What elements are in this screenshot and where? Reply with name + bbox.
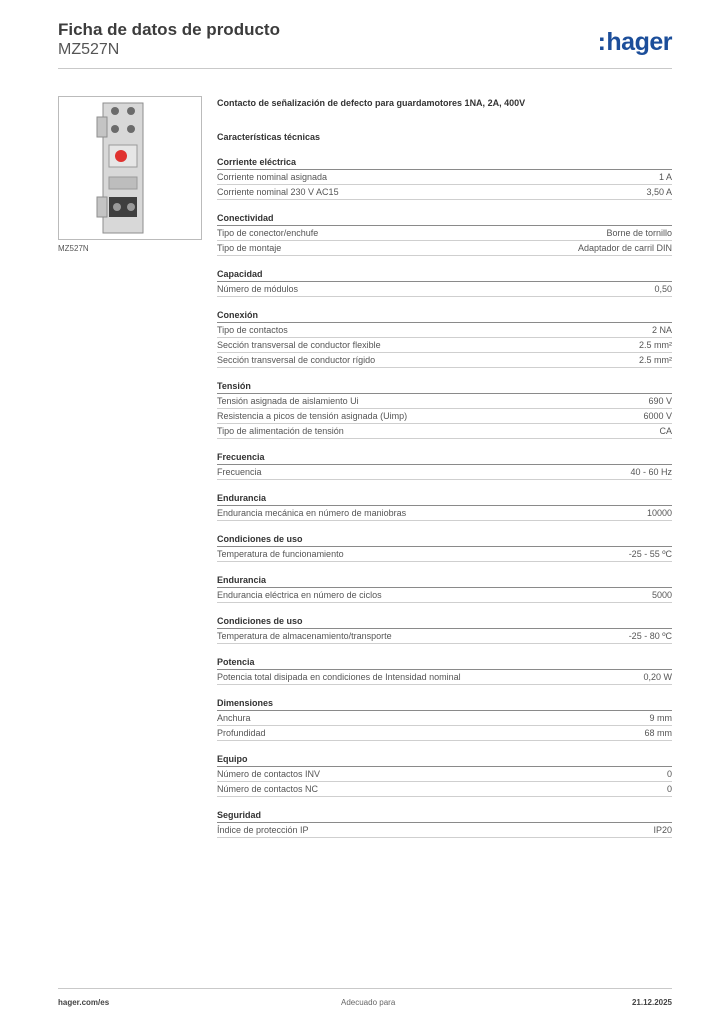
footer-date: 21.12.2025 bbox=[631, 998, 672, 1007]
spec-label: Sección transversal de conductor rígido bbox=[217, 355, 376, 365]
section-title: Potencia bbox=[217, 655, 672, 670]
spec-value: 2.5 mm² bbox=[638, 340, 672, 350]
product-code: MZ527N bbox=[58, 41, 120, 58]
spec-label: Resistencia a picos de tensión asignada (Uimp) bbox=[217, 411, 408, 421]
section-title: Dimensiones bbox=[217, 696, 672, 711]
spec-label: Endurancia eléctrica en número de ciclos bbox=[217, 590, 382, 600]
spec-label: Número de módulos bbox=[217, 284, 299, 294]
spec-row bbox=[217, 394, 672, 409]
spec-value: Adaptador de carril DIN bbox=[577, 243, 672, 253]
footer-divider bbox=[58, 988, 672, 989]
spec-row bbox=[217, 170, 672, 185]
image-caption: MZ527N bbox=[58, 244, 89, 253]
spec-label: Potencia total disipada en condiciones de Intensidad nominal bbox=[217, 672, 461, 682]
spec-label: Índice de protección IP bbox=[217, 825, 309, 835]
spec-row bbox=[217, 338, 672, 353]
section-title: Corriente eléctrica bbox=[217, 155, 672, 170]
spec-section bbox=[217, 614, 672, 644]
spec-label: Tipo de alimentación de tensión bbox=[217, 426, 344, 436]
spec-section bbox=[217, 532, 672, 562]
section-title: Capacidad bbox=[217, 267, 672, 282]
spec-section bbox=[217, 267, 672, 297]
spec-row bbox=[217, 670, 672, 685]
page-title: Ficha de datos de producto bbox=[58, 20, 280, 39]
header-divider bbox=[58, 68, 672, 69]
spec-value: 2 NA bbox=[651, 325, 672, 335]
spec-section bbox=[217, 573, 672, 603]
spec-value: 0,50 bbox=[654, 284, 672, 294]
spec-sections bbox=[217, 155, 672, 838]
spec-value: 68 mm bbox=[644, 728, 672, 738]
spec-row bbox=[217, 629, 672, 644]
spec-label: Profundidad bbox=[217, 728, 266, 738]
section-title: Equipo bbox=[217, 752, 672, 767]
section-title: Frecuencia bbox=[217, 450, 672, 465]
spec-section bbox=[217, 491, 672, 521]
spec-section bbox=[217, 808, 672, 838]
spec-row bbox=[217, 823, 672, 838]
spec-value: 3,50 A bbox=[646, 187, 672, 197]
spec-label: Sección transversal de conductor flexible bbox=[217, 340, 381, 350]
spec-section bbox=[217, 696, 672, 741]
spec-value: 0 bbox=[666, 784, 672, 794]
spec-row bbox=[217, 282, 672, 297]
section-title: Endurancia bbox=[217, 573, 672, 588]
spec-section bbox=[217, 752, 672, 797]
spec-label: Corriente nominal asignada bbox=[217, 172, 328, 182]
spec-label: Número de contactos NC bbox=[217, 784, 319, 794]
spec-value: 10000 bbox=[646, 508, 672, 518]
spec-row bbox=[217, 185, 672, 200]
spec-value: CA bbox=[659, 426, 672, 436]
section-title: Conectividad bbox=[217, 211, 672, 226]
spec-value: IP20 bbox=[653, 825, 672, 835]
spec-row bbox=[217, 465, 672, 480]
section-title: Condiciones de uso bbox=[217, 532, 672, 547]
section-title: Seguridad bbox=[217, 808, 672, 823]
spec-row bbox=[217, 353, 672, 368]
spec-label: Tipo de montaje bbox=[217, 243, 282, 253]
section-title: Tensión bbox=[217, 379, 672, 394]
spec-row bbox=[217, 588, 672, 603]
spec-row bbox=[217, 726, 672, 741]
spec-row bbox=[217, 506, 672, 521]
product-device-icon bbox=[59, 97, 201, 239]
spec-row bbox=[217, 711, 672, 726]
page-header bbox=[58, 20, 672, 70]
spec-value: -25 - 55 ºC bbox=[628, 549, 672, 559]
spec-section bbox=[217, 379, 672, 439]
spec-value: -25 - 80 ºC bbox=[628, 631, 672, 641]
spec-label: Anchura bbox=[217, 713, 251, 723]
logo-mark-icon: : bbox=[597, 28, 606, 56]
product-description: Contacto de señalización de defecto para guardamotores 1NA, 2A, 400V bbox=[217, 98, 526, 108]
section-title: Condiciones de uso bbox=[217, 614, 672, 629]
spec-value: 2.5 mm² bbox=[638, 355, 672, 365]
spec-value: 1 A bbox=[658, 172, 672, 182]
spec-value: 6000 V bbox=[643, 411, 672, 421]
characteristics-title: Características técnicas bbox=[217, 132, 321, 142]
spec-label: Tipo de contactos bbox=[217, 325, 288, 335]
section-title: Conexión bbox=[217, 308, 672, 323]
spec-row bbox=[217, 424, 672, 439]
spec-label: Corriente nominal 230 V AC15 bbox=[217, 187, 339, 197]
spec-row bbox=[217, 241, 672, 256]
footer-suitable-for: Adecuado para bbox=[341, 998, 396, 1007]
spec-row bbox=[217, 547, 672, 562]
spec-value: 5000 bbox=[651, 590, 672, 600]
section-title: Endurancia bbox=[217, 491, 672, 506]
specifications bbox=[217, 96, 672, 838]
spec-label: Temperatura de almacenamiento/transporte bbox=[217, 631, 392, 641]
spec-section bbox=[217, 655, 672, 685]
spec-label: Temperatura de funcionamiento bbox=[217, 549, 344, 559]
spec-value: Borne de tornillo bbox=[606, 228, 672, 238]
hager-logo bbox=[598, 28, 672, 57]
spec-label: Endurancia mecánica en número de maniobras bbox=[217, 508, 407, 518]
spec-label: Número de contactos INV bbox=[217, 769, 321, 779]
spec-row bbox=[217, 323, 672, 338]
footer-website[interactable]: hager.com/es bbox=[58, 998, 110, 1007]
spec-value: 0,20 W bbox=[643, 672, 672, 682]
spec-row bbox=[217, 409, 672, 424]
product-image bbox=[58, 96, 202, 240]
spec-label: Frecuencia bbox=[217, 467, 262, 477]
spec-section bbox=[217, 308, 672, 368]
spec-section bbox=[217, 155, 672, 200]
spec-section bbox=[217, 211, 672, 256]
spec-section bbox=[217, 450, 672, 480]
spec-row bbox=[217, 767, 672, 782]
spec-value: 0 bbox=[666, 769, 672, 779]
spec-row bbox=[217, 782, 672, 797]
spec-value: 690 V bbox=[648, 396, 672, 406]
logo-text: hager bbox=[606, 28, 672, 56]
spec-row bbox=[217, 226, 672, 241]
spec-label: Tipo de conector/enchufe bbox=[217, 228, 319, 238]
spec-value: 40 - 60 Hz bbox=[630, 467, 672, 477]
spec-value: 9 mm bbox=[649, 713, 672, 723]
spec-label: Tensión asignada de aislamiento Ui bbox=[217, 396, 359, 406]
